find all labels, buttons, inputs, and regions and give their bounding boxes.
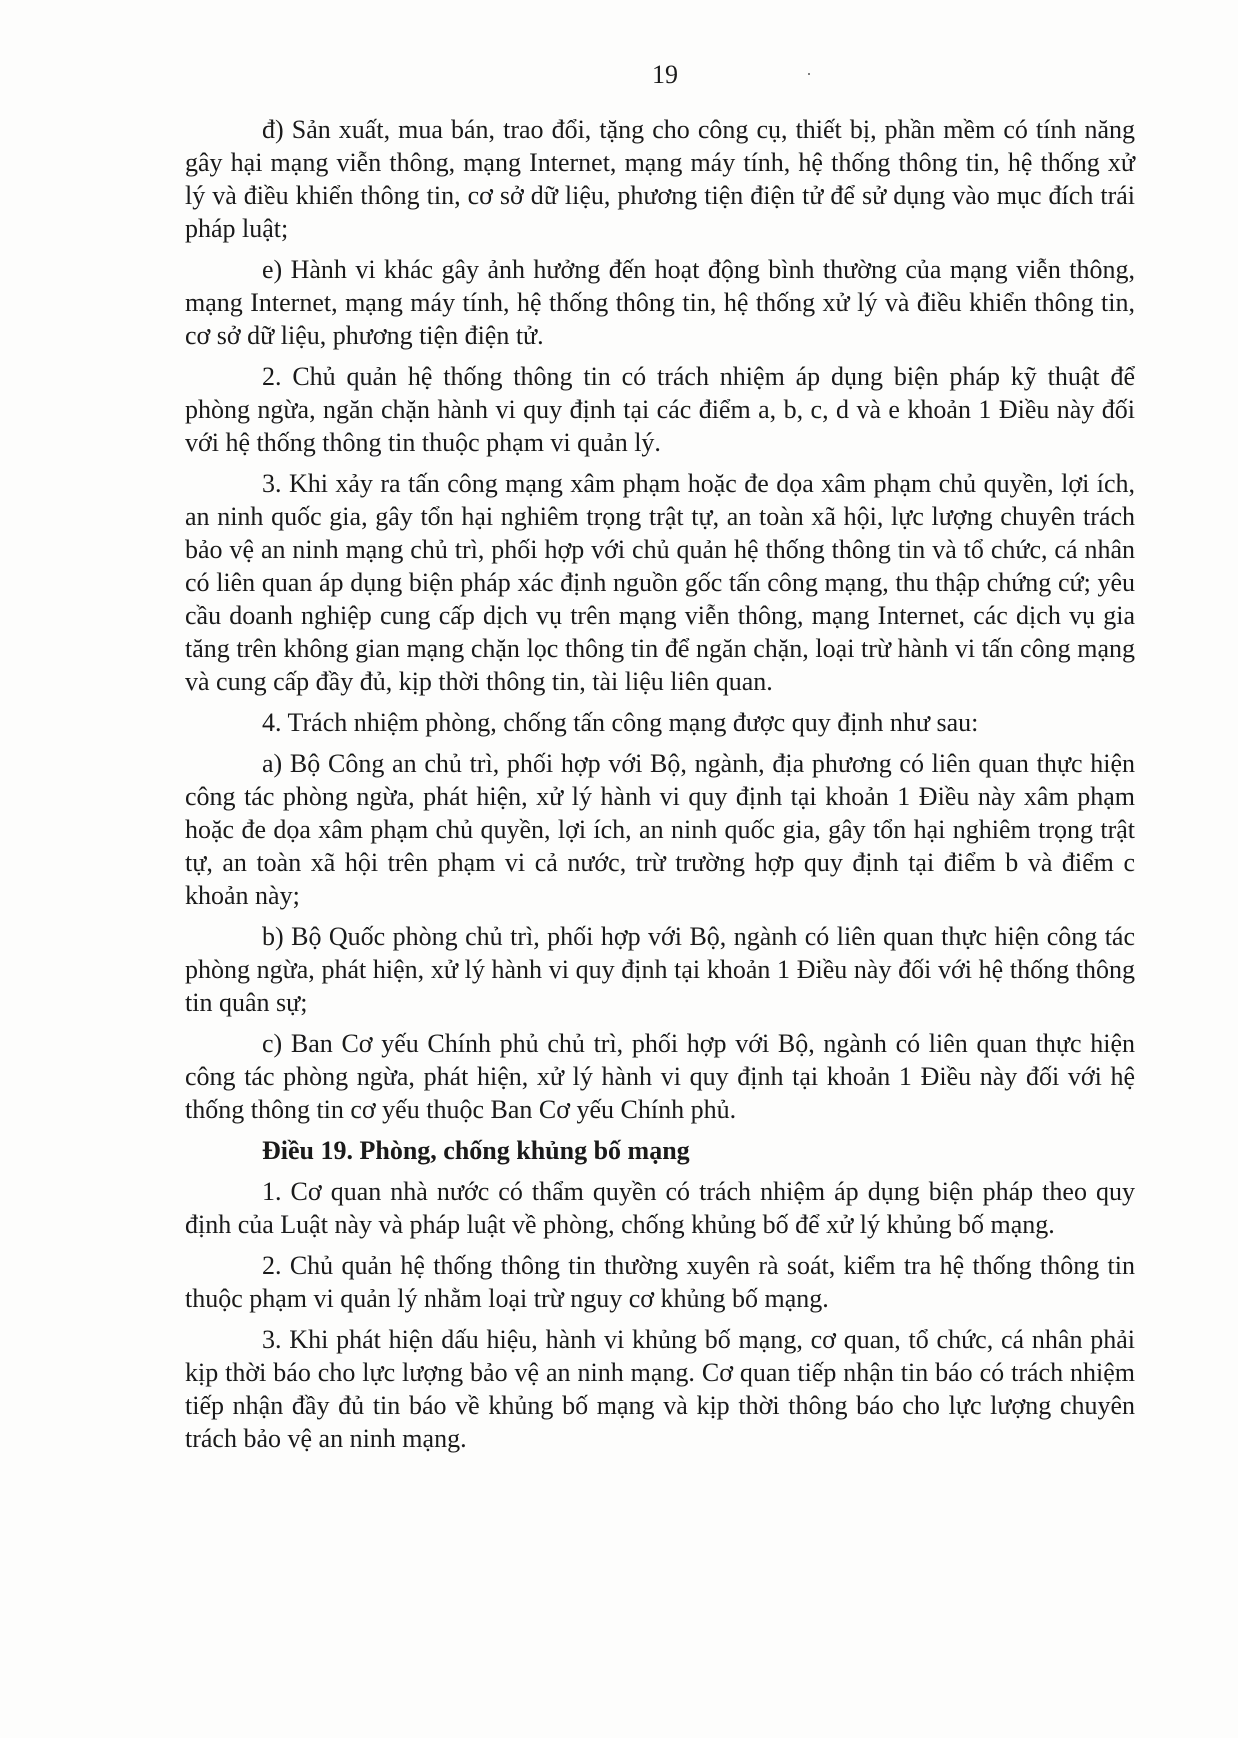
paragraph-article19-item-3: 3. Khi phát hiện dấu hiệu, hành vi khủng bố mạng, cơ quan, tổ chức, cá nhân phải kịp thời báo cho lực lượng bảo vệ an ninh mạng. Cơ quan tiếp nhận tin báo có trách nhiệm tiếp nhận đầy đủ tin báo về khủng bố mạng và kịp thời thông báo cho lực lượng chuyên trách bảo vệ an ninh mạng. bbox=[185, 1325, 1135, 1453]
paragraph-clause-a: a) Bộ Công an chủ trì, phối hợp với Bộ, ngành, địa phương có liên quan thực hiện công tác phòng ngừa, phát hiện, xử lý hành vi quy định tại khoản 1 Điều này xâm phạm hoặc đe dọa xâm phạm chủ quyền, lợi ích, an ninh quốc gia, gây tổn hại nghiêm trọng trật tự, an toàn xã hội trên phạm vi cả nước, trừ trường hợp quy định tại điểm b và điểm c khoản này; bbox=[185, 749, 1135, 910]
scan-speck bbox=[808, 73, 810, 75]
paragraph-item-2: 2. Chủ quản hệ thống thông tin có trách nhiệm áp dụng biện pháp kỹ thuật để phòng ngừa, ngăn chặn hành vi quy định tại các điểm a, b, c, d và e khoản 1 Điều này đối với hệ thống thông tin thuộc phạm vi quản lý. bbox=[185, 362, 1135, 457]
paragraph-item-3: 3. Khi xảy ra tấn công mạng xâm phạm hoặc đe dọa xâm phạm chủ quyền, lợi ích, an ninh quốc gia, gây tổn hại nghiêm trọng trật tự, an toàn xã hội, lực lượng chuyên trách bảo vệ an ninh mạng chủ trì, phối hợp với chủ quản hệ thống thông tin và tổ chức, cá nhân có liên quan áp dụng biện pháp xác định nguồn gốc tấn công mạng, thu thập chứng cứ; yêu cầu doanh nghiệp cung cấp dịch vụ trên mạng viễn thông, mạng Internet, các dịch vụ gia tăng trên không gian mạng chặn lọc thông tin để ngăn chặn, loại trừ hành vi tấn công mạng và cung cấp đầy đủ, kịp thời thông tin, tài liệu liên quan. bbox=[185, 469, 1135, 696]
paragraph-article19-item-2: 2. Chủ quản hệ thống thông tin thường xuyên rà soát, kiểm tra hệ thống thông tin thuộc phạm vi quản lý nhằm loại trừ nguy cơ khủng bố mạng. bbox=[185, 1251, 1135, 1313]
paragraph-clause-dd: đ) Sản xuất, mua bán, trao đổi, tặng cho công cụ, thiết bị, phần mềm có tính năng gây hại mạng viễn thông, mạng Internet, mạng máy tính, hệ thống thông tin, hệ thống xử lý và điều khiển thông tin, cơ sở dữ liệu, phương tiện điện tử để sử dụng vào mục đích trái pháp luật; bbox=[185, 115, 1135, 243]
paragraph-clause-c: c) Ban Cơ yếu Chính phủ chủ trì, phối hợp với Bộ, ngành có liên quan thực hiện công tác phòng ngừa, phát hiện, xử lý hành vi quy định tại khoản 1 Điều này đối với hệ thống thông tin cơ yếu thuộc Ban Cơ yếu Chính phủ. bbox=[185, 1029, 1135, 1124]
document-body bbox=[185, 113, 1135, 1463]
paragraph-item-4: 4. Trách nhiệm phòng, chống tấn công mạng được quy định như sau: bbox=[262, 708, 979, 737]
paragraph-clause-b: b) Bộ Quốc phòng chủ trì, phối hợp với Bộ, ngành có liên quan thực hiện công tác phòng ngừa, phát hiện, xử lý hành vi quy định tại khoản 1 Điều này đối với hệ thống thông tin quân sự; bbox=[185, 922, 1135, 1017]
paragraph-article19-item-1: 1. Cơ quan nhà nước có thẩm quyền có trách nhiệm áp dụng biện pháp theo quy định của Luật này và pháp luật về phòng, chống khủng bố để xử lý khủng bố mạng. bbox=[185, 1177, 1135, 1239]
paragraph-clause-e: e) Hành vi khác gây ảnh hưởng đến hoạt động bình thường của mạng viễn thông, mạng Internet, mạng máy tính, hệ thống thông tin, hệ thống xử lý và điều khiển thông tin, cơ sở dữ liệu, phương tiện điện tử. bbox=[185, 255, 1135, 350]
article-heading: Điều 19. Phòng, chống khủng bố mạng bbox=[262, 1136, 690, 1165]
page-number: 19 bbox=[652, 60, 678, 89]
